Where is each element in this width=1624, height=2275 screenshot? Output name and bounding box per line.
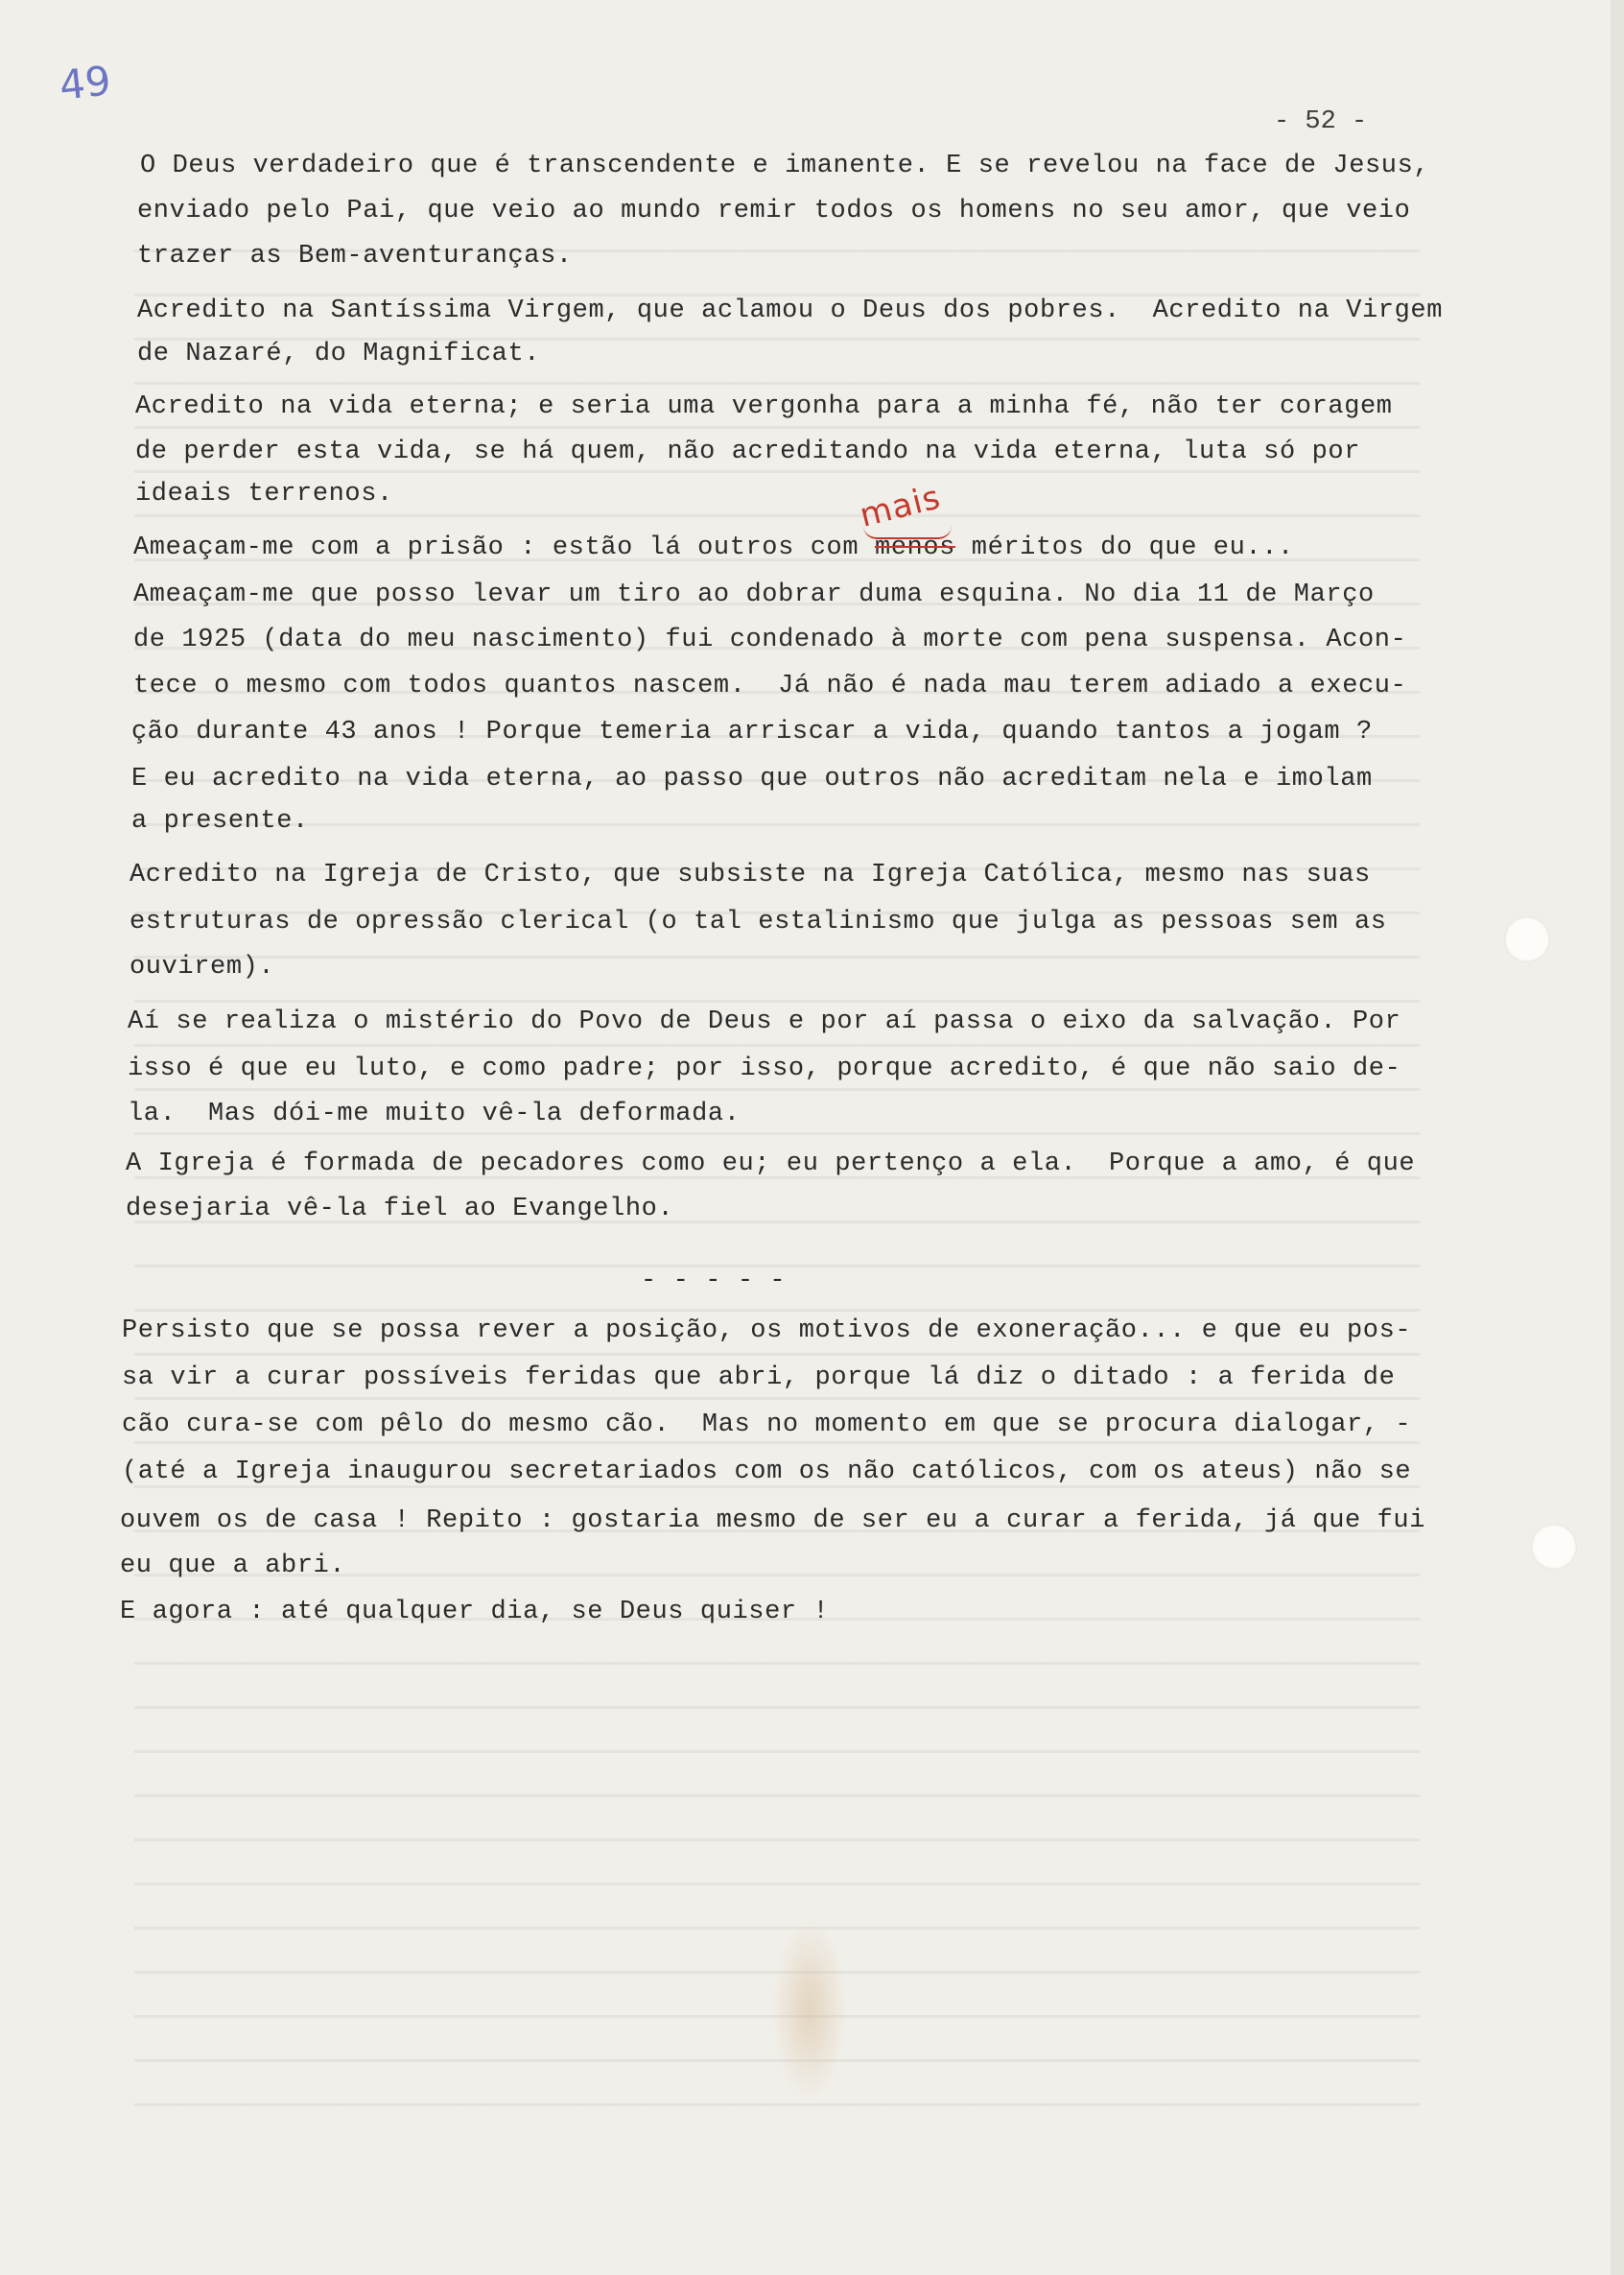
- text-line: E agora : até qualquer dia, se Deus quiser !: [120, 1598, 830, 1626]
- text-line: tece o mesmo com todos quantos nascem. Já não é nada mau terem adiado a execu-: [133, 672, 1407, 700]
- handwritten-insertion: mais: [856, 478, 945, 535]
- text-line: ouvirem).: [129, 953, 275, 982]
- handwritten-folio-number: 49: [57, 57, 113, 109]
- insertion-mark: [863, 526, 952, 539]
- text-line: Aí se realiza o mistério do Povo de Deus e por aí passa o eixo da salvação. Por: [128, 1007, 1401, 1036]
- text-line: de perder esta vida, se há quem, não acreditando na vida eterna, luta só por: [135, 438, 1360, 466]
- show-through-text: [134, 249, 1420, 2130]
- text-line: ouvem os de casa ! Repito : gostaria mesmo de ser eu a curar a ferida, já que fui: [120, 1506, 1426, 1535]
- text-line: Acredito na Santíssima Virgem, que aclamou o Deus dos pobres. Acredito na Virgem: [137, 296, 1444, 325]
- text-line: cão cura-se com pêlo do mesmo cão. Mas no momento em que se procura dialogar, -: [122, 1410, 1412, 1439]
- text-line: de Nazaré, do Magnificat.: [137, 340, 541, 368]
- text-line: Persisto que se possa rever a posição, os motivos de exoneração... e que eu pos-: [122, 1316, 1412, 1345]
- text-fragment: méritos do que eu...: [971, 533, 1294, 562]
- text-line: Acredito na Igreja de Cristo, que subsiste na Igreja Católica, mesmo nas suas: [129, 861, 1371, 889]
- text-line: Acredito na vida eterna; e seria uma vergonha para a minha fé, não ter coragem: [135, 392, 1393, 421]
- text-line: E eu acredito na vida eterna, ao passo que outros não acreditam nela e imolam: [131, 765, 1373, 794]
- text-line: enviado pelo Pai, que veio ao mundo remir todos os homens no seu amor, que veio: [137, 197, 1411, 225]
- paper-stain: [772, 1919, 847, 2101]
- text-fragment: Ameaçam-me com a prisão : estão lá outros com: [133, 533, 859, 562]
- text-line: ideais terrenos.: [135, 480, 393, 509]
- text-line: trazer as Bem-aventuranças.: [137, 242, 573, 271]
- text-line: (até a Igreja inaugurou secretariados com os não católicos, com os ateus) não se: [122, 1457, 1412, 1486]
- text-line: eu que a abri.: [120, 1552, 346, 1580]
- text-line: la. Mas dói-me muito vê-la deformada.: [128, 1100, 741, 1128]
- page-edge: [1611, 0, 1624, 2275]
- text-line: de 1925 (data do meu nascimento) fui condenado à morte com pena suspensa. Acon-: [133, 626, 1407, 654]
- punch-hole: [1531, 1524, 1577, 1570]
- text-line: O Deus verdadeiro que é transcendente e imanente. E se revelou na face de Jesus,: [140, 152, 1430, 180]
- text-line: a presente.: [131, 807, 309, 836]
- text-line: isso é que eu luto, e como padre; por isso, porque acredito, é que não saio de-: [128, 1055, 1401, 1083]
- struck-word: menos: [874, 533, 955, 562]
- page-number: - 52 -: [1274, 107, 1368, 136]
- text-line: estruturas de opressão clerical (o tal estalinismo que julga as pessoas sem as: [129, 908, 1387, 936]
- text-line-with-correction: [133, 533, 1294, 562]
- text-line: ção durante 43 anos ! Porque temeria arriscar a vida, quando tantos a jogam ?: [131, 718, 1373, 746]
- section-divider: - - - - -: [641, 1267, 787, 1295]
- text-line: A Igreja é formada de pecadores como eu; eu pertenço a ela. Porque a amo, é que: [126, 1149, 1416, 1178]
- text-line: Ameaçam-me que posso levar um tiro ao dobrar duma esquina. No dia 11 de Março: [133, 581, 1375, 609]
- text-line: sa vir a curar possíveis feridas que abri, porque lá diz o ditado : a ferida de: [122, 1363, 1396, 1392]
- punch-hole: [1504, 916, 1550, 962]
- text-line: desejaria vê-la fiel ao Evangelho.: [126, 1195, 674, 1223]
